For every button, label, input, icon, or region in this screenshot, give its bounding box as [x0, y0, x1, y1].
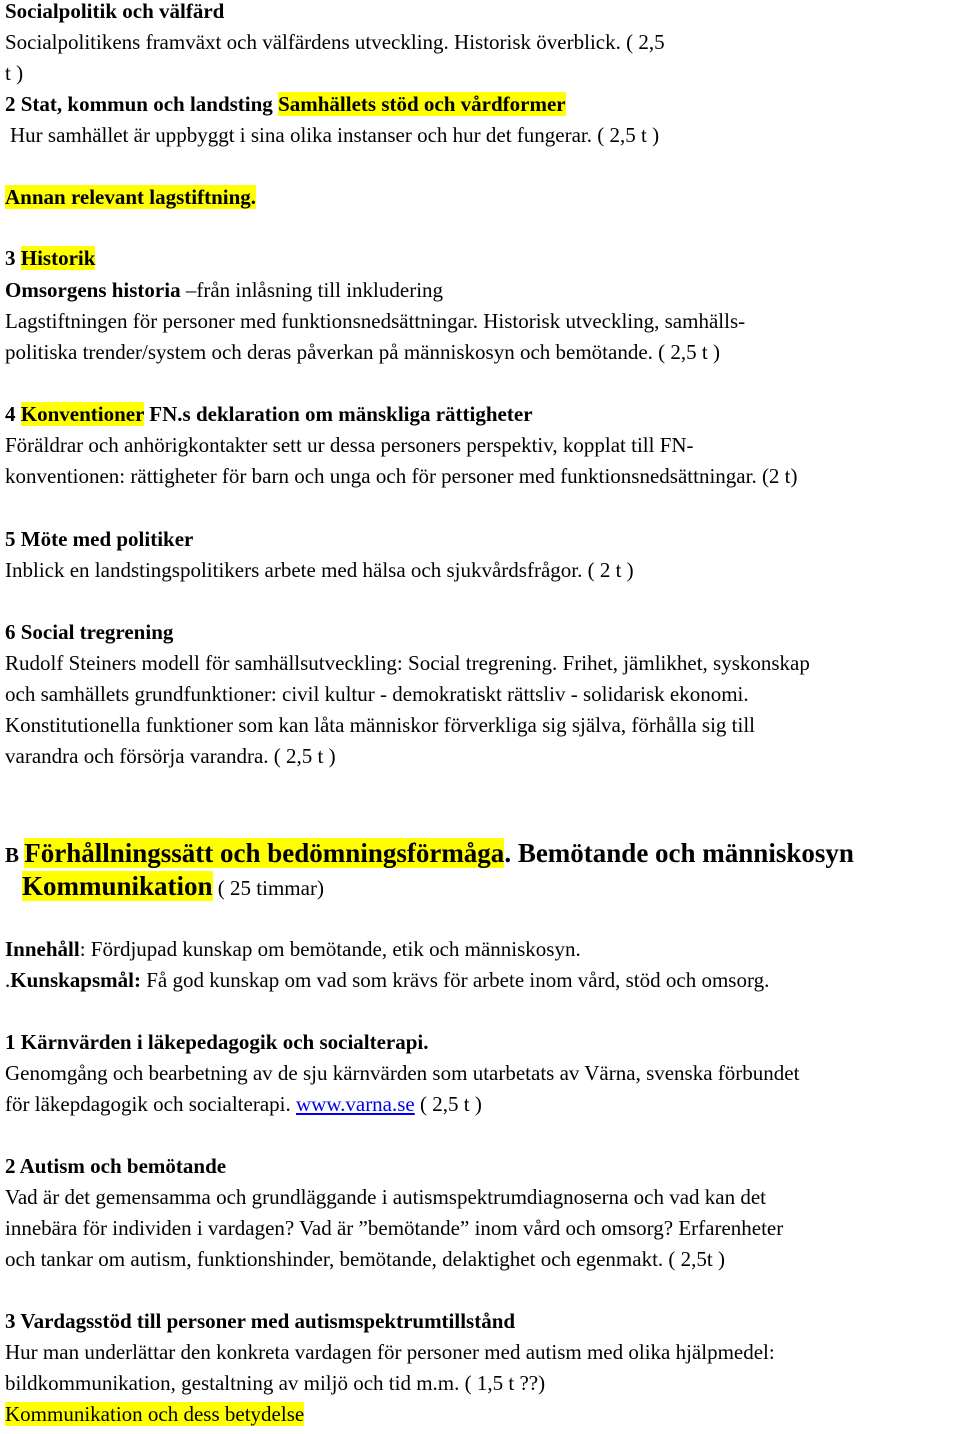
section-heading: 3 Vardagsstöd till personer med autismspektrumtillstånd	[5, 1309, 516, 1333]
part-title: B Förhållningssätt och bedömningsförmåga. Bemötande och människosyn	[5, 838, 854, 868]
paragraph-line: Vad är det gemensamma och grundläggande i autismspektrumdiagnoserna och vad kan det	[5, 1185, 767, 1209]
paragraph-line: innebära för individen i vardagen? Vad är ”bemötande” inom vård och omsorg? Erfarenheter	[5, 1216, 784, 1240]
paragraph-line: Föräldrar och anhörigkontakter sett ur dessa personers perspektiv, kopplat till FN-	[5, 433, 694, 457]
section-heading: 1 Kärnvärden i läkepedagogik och socialterapi.	[5, 1030, 429, 1054]
paragraph-line: Socialpolitikens framväxt och välfärdens utveckling. Historisk överblick. ( 2,5	[5, 30, 665, 54]
paragraph-line: bildkommunikation, gestaltning av miljö och tid m.m. ( 1,5 t ??)	[5, 1371, 546, 1395]
paragraph-line: t )	[5, 61, 24, 85]
varna-link[interactable]: www.varna.se	[295, 1092, 415, 1116]
paragraph-line: och tankar om autism, funktionshinder, bemötande, delaktighet och egenmakt. ( 2,5t )	[5, 1247, 725, 1271]
highlighted-heading: Kommunikation	[22, 871, 213, 901]
content-line: Innehåll: Fördjupad kunskap om bemötande, etik och människosyn.	[5, 937, 581, 961]
section-heading: 6 Social tregrening	[5, 620, 174, 644]
section-heading: 5 Möte med politiker	[5, 527, 194, 551]
paragraph-line: och samhällets grundfunktioner: civil kultur - demokratiskt rättsliv - solidarisk ekonomi.	[5, 682, 749, 706]
paragraph-line: Inblick en landstingspolitikers arbete med hälsa och sjukvårdsfrågor. ( 2 t )	[5, 558, 634, 582]
paragraph-line: Genomgång och bearbetning av de sju kärnvärden som utarbetats av Värna, svenska förbundet	[5, 1061, 800, 1085]
highlighted-heading: Historik	[20, 246, 96, 270]
section-heading: 2 Stat, kommun och landsting Samhällets stöd och vårdformer	[5, 92, 566, 116]
highlighted-line: Kommunikation och dess betydelse	[5, 1402, 305, 1426]
paragraph-line: för läkepdagogik och socialterapi. www.varna.se ( 2,5 t )	[5, 1092, 482, 1116]
section-heading: 3 Historik	[5, 246, 96, 270]
paragraph-line: Lagstiftningen för personer med funktionsnedsättningar. Historisk utveckling, samhälls-	[5, 309, 746, 333]
paragraph-line: politiska trender/system och deras påverkan på människosyn och bemötande. ( 2,5 t )	[5, 340, 720, 364]
paragraph-line: varandra och försörja varandra. ( 2,5 t )	[5, 744, 336, 768]
highlighted-heading: Samhällets stöd och vårdformer	[278, 92, 566, 116]
subheading: Omsorgens historia –från inlåsning till inkludering	[5, 278, 444, 302]
section-title: Socialpolitik och välfärd	[5, 0, 225, 23]
paragraph-line: Konstitutionella funktioner som kan låta människor förverkliga sig själva, förhålla sig till	[5, 713, 756, 737]
paragraph-line: konventionen: rättigheter för barn och unga och för personer med funktionsnedsättningar. (2 t)	[5, 464, 798, 488]
paragraph-line: Rudolf Steiners modell för samhällsutveckling: Social tregrening. Frihet, jämlikhet, syskonskap	[5, 651, 810, 675]
section-heading: 2 Autism och bemötande	[5, 1154, 227, 1178]
highlighted-heading: Annan relevant lagstiftning.	[5, 185, 257, 209]
part-subtitle: Kommunikation ( 25 timmar)	[22, 871, 324, 901]
paragraph-line: Hur samhället är uppbyggt i sina olika instanser och hur det fungerar. ( 2,5 t )	[10, 123, 660, 147]
highlighted-heading: Konventioner	[20, 402, 145, 426]
highlighted-heading: Förhållningssätt och bedömningsförmåga	[24, 838, 505, 868]
goals-line: .Kunskapsmål: Få god kunskap om vad som krävs för arbete inom vård, stöd och omsorg.	[5, 968, 770, 992]
paragraph-line: Hur man underlättar den konkreta vardagen för personer med autism med olika hjälpmedel:	[5, 1340, 775, 1364]
section-heading: 4 Konventioner FN.s deklaration om mänskliga rättigheter	[5, 402, 533, 426]
